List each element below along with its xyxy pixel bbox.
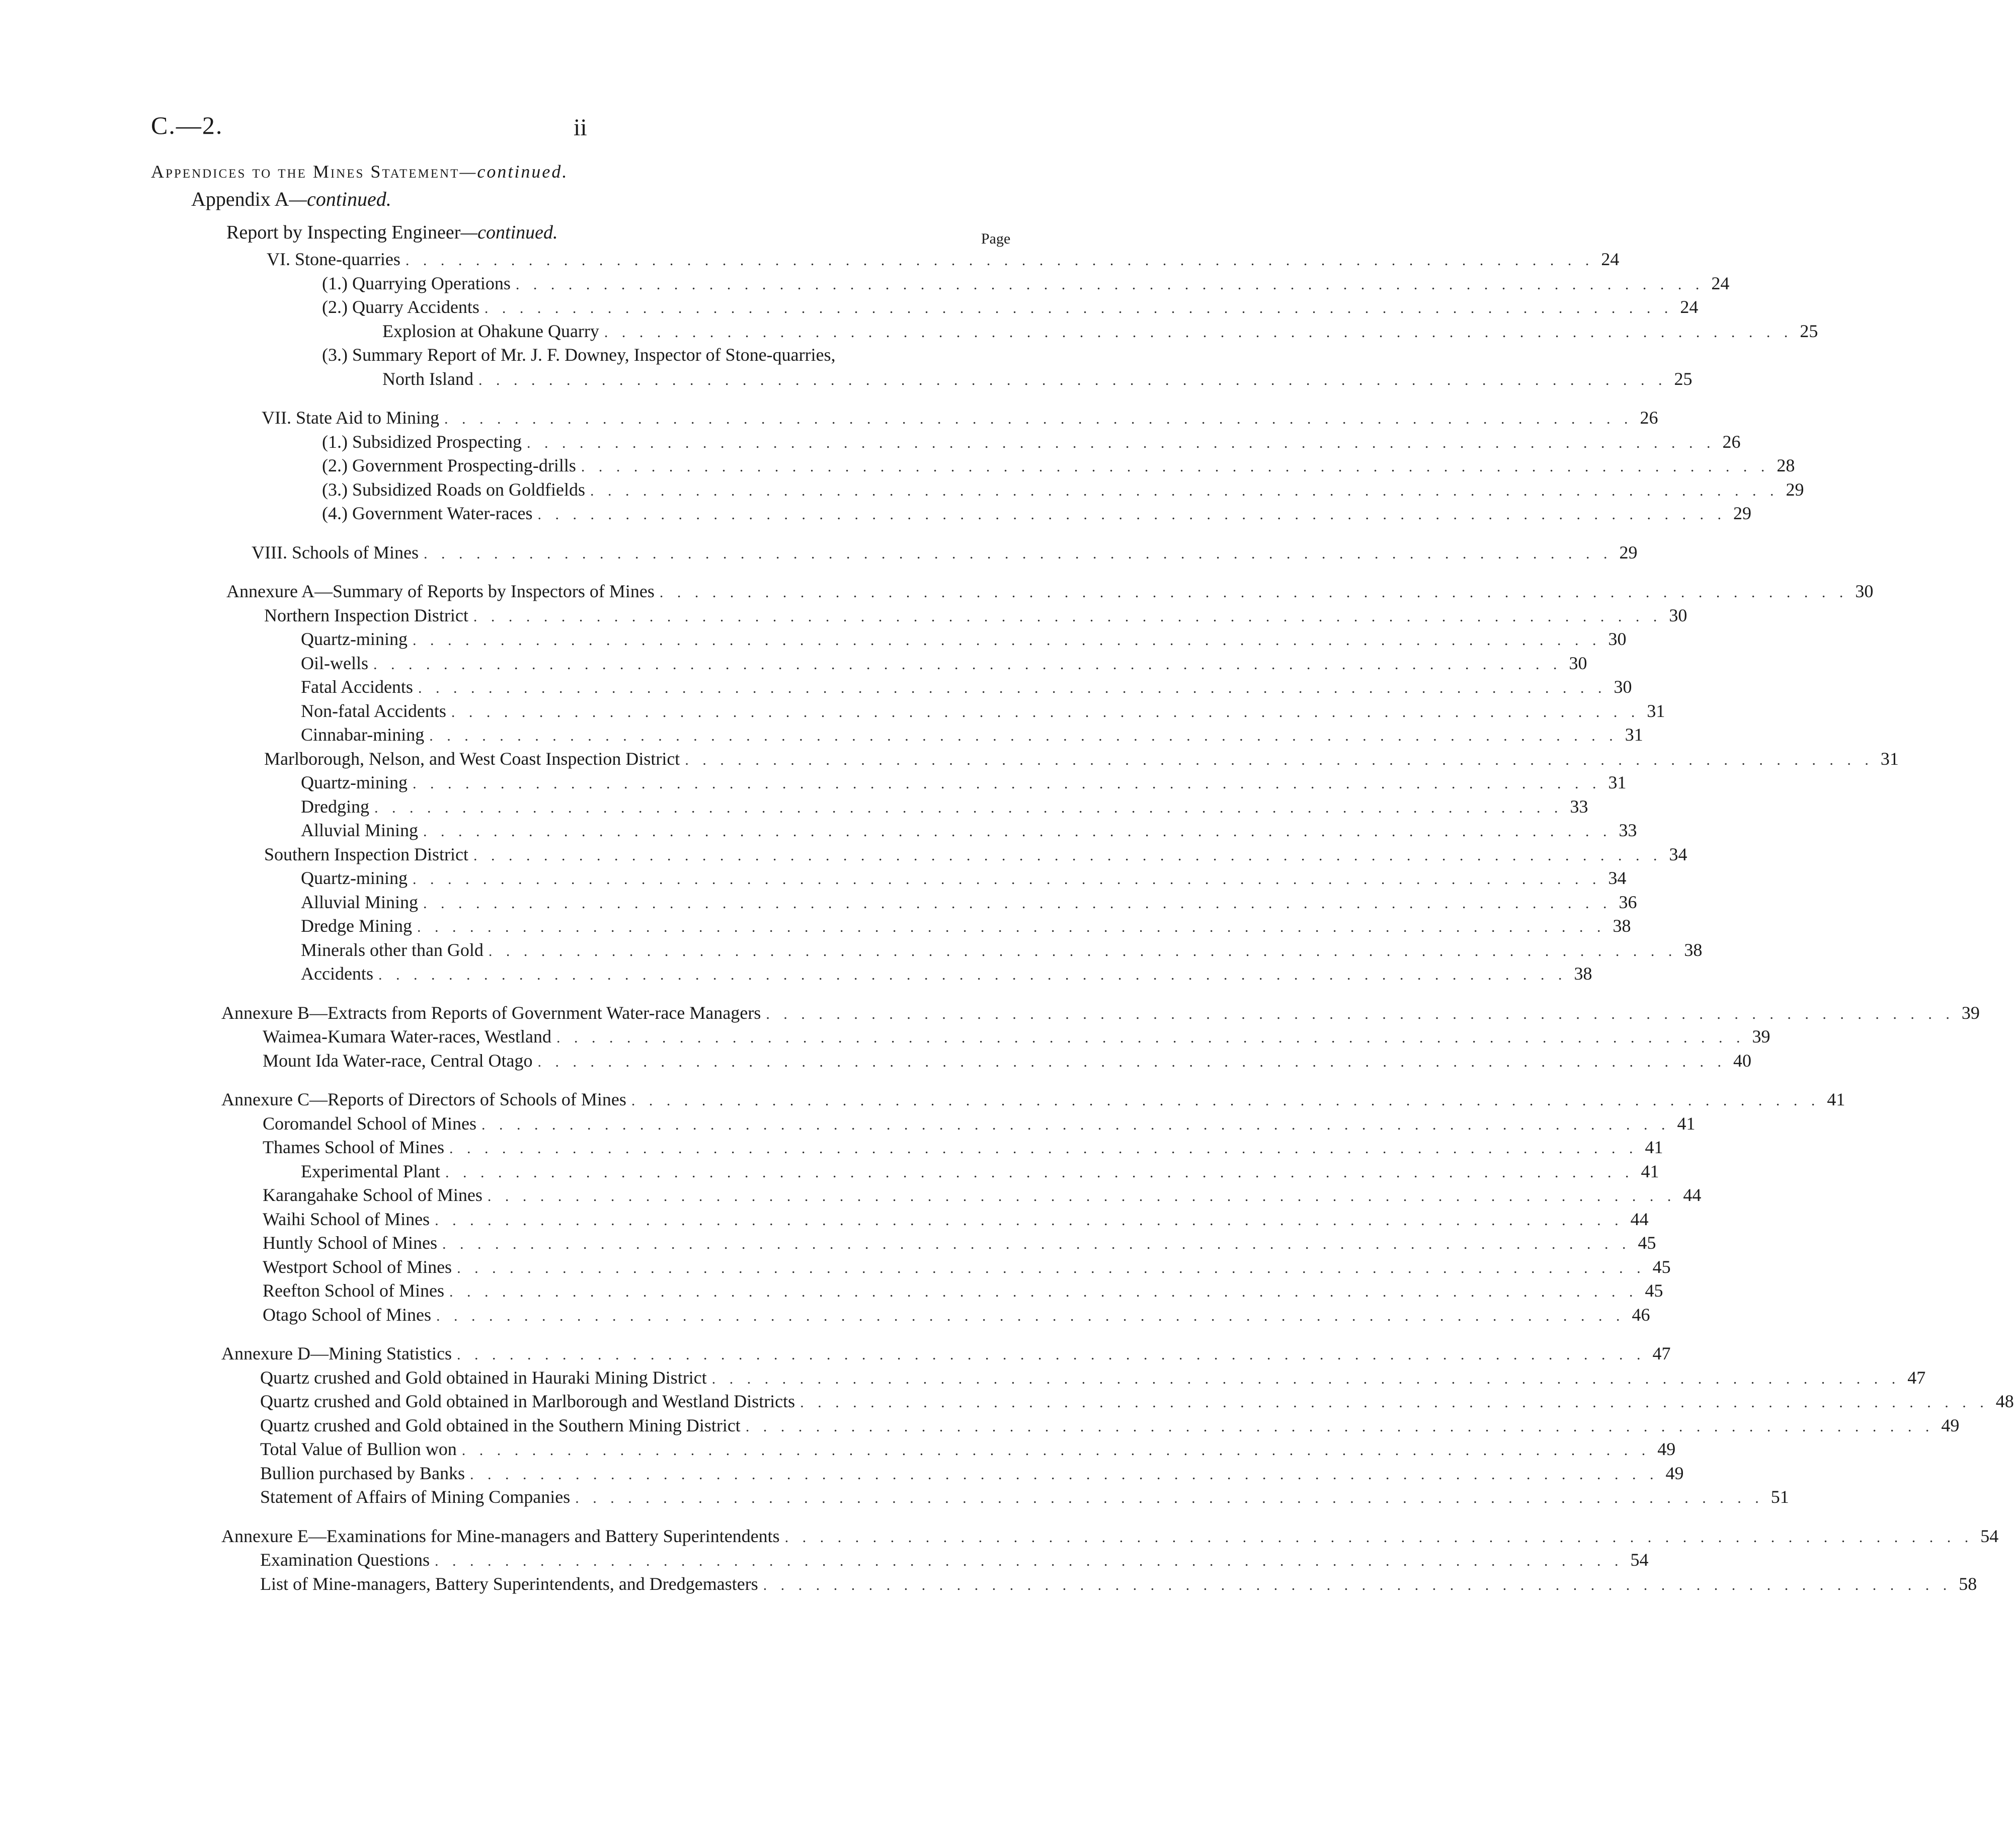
dot-leader: . . . . . . . . . . . . . . . . . . . . . . . . . . . . . . . . . . . . . . . . . . . . . . . . . . . . . . . . . . . . . . . . . . . . bbox=[449, 1140, 1638, 1157]
toc-entry-label: List of Mine-managers, Battery Superintendents, and Dredgemasters bbox=[260, 1573, 758, 1594]
toc-entry-page: 47 bbox=[1907, 1367, 1926, 1388]
toc-entry-page: 58 bbox=[1959, 1573, 1977, 1594]
toc-entry bbox=[0, 1255, 1671, 1279]
toc-entry-page: 39 bbox=[1752, 1026, 1770, 1047]
toc-entry bbox=[0, 1208, 1649, 1232]
toc-entry bbox=[0, 1136, 1663, 1160]
toc-entry-label: Explosion at Ohakune Quarry bbox=[382, 320, 599, 341]
toc-entry-page: 30 bbox=[1608, 629, 1627, 649]
dot-leader: . . . . . . . . . . . . . . . . . . . . . . . . . . . . . . . . . . . . . . . . . . . . . . . . . . . . . . . . . . . . . . . . . . . . bbox=[526, 434, 1716, 451]
toc-entry-page: 29 bbox=[1733, 503, 1752, 523]
toc-entry-page: 30 bbox=[1569, 653, 1587, 673]
toc-entry bbox=[0, 1414, 1960, 1438]
toc-entry-label: Statement of Affairs of Mining Companies bbox=[260, 1487, 571, 1507]
toc-entry bbox=[0, 962, 1592, 986]
toc-entry-page: 44 bbox=[1630, 1209, 1649, 1229]
toc-entry bbox=[0, 502, 1752, 526]
toc-entry bbox=[0, 1160, 1659, 1184]
toc-entry-label: Waihi School of Mines bbox=[263, 1209, 430, 1229]
toc-entry bbox=[0, 1366, 1926, 1390]
toc-entry-page: 38 bbox=[1574, 963, 1592, 984]
toc-entry-label: Huntly School of Mines bbox=[263, 1233, 437, 1253]
toc-entry-page: 24 bbox=[1711, 273, 1730, 293]
toc-entry-page: 29 bbox=[1619, 542, 1638, 563]
toc-entry-page: 54 bbox=[1630, 1550, 1649, 1570]
toc-entry bbox=[0, 891, 1637, 915]
dot-leader: . . . . . . . . . . . . . . . . . . . . . . . . . . . . . . . . . . . . . . . . . . . . . . . . . . . . . . . . . . . . . . . . . . . . bbox=[659, 584, 1848, 601]
toc-entry-page: 29 bbox=[1786, 479, 1804, 500]
toc-entry-page: 49 bbox=[1657, 1439, 1676, 1459]
section-gap bbox=[0, 526, 1165, 541]
dot-leader: . . . . . . . . . . . . . . . . . . . . . . . . . . . . . . . . . . . . . . . . . . . . . . . . . . . . . . . . . . . . . . . . . . . . bbox=[444, 411, 1633, 427]
toc-entry-label: Marlborough, Nelson, and West Coast Inspection District bbox=[264, 748, 680, 769]
toc-entry-label: Coromandel School of Mines bbox=[263, 1113, 476, 1134]
toc-entry-label: VII. State Aid to Mining bbox=[262, 408, 439, 428]
dot-leader: . . . . . . . . . . . . . . . . . . . . . . . . . . . . . . . . . . . . . . . . . . . . . . . . . . . . . . . . . . . . . . . . . . . . bbox=[745, 1418, 1935, 1435]
toc-entry bbox=[0, 430, 1741, 454]
toc-entry bbox=[0, 1462, 1684, 1486]
toc-entry bbox=[0, 478, 1804, 502]
dot-leader: . . . . . . . . . . . . . . . . . . . . . . . . . . . . . . . . . . . . . . . . . . . . . . . . . . . . . . . . . . . . . . . . . . . . bbox=[423, 895, 1612, 912]
toc-entry bbox=[0, 541, 1638, 565]
toc-entry bbox=[0, 819, 1637, 843]
toc-entry-page: 40 bbox=[1733, 1050, 1752, 1071]
toc-entry-label: Examination Questions bbox=[260, 1550, 430, 1570]
toc-entry-page: 45 bbox=[1645, 1280, 1663, 1301]
toc-entry-label: VIII. Schools of Mines bbox=[252, 542, 419, 563]
toc-entry-label: Westport School of Mines bbox=[263, 1256, 452, 1277]
toc-entry-label: Non-fatal Accidents bbox=[301, 700, 446, 721]
toc-entry-page: 49 bbox=[1665, 1463, 1684, 1483]
dot-leader: . . . . . . . . . . . . . . . . . . . . . . . . . . . . . . . . . . . . . . . . . . . . . . . . . . . . . . . . . . . . . . . . . . . . bbox=[487, 1188, 1676, 1204]
toc-entry-page: 48 bbox=[1995, 1391, 2014, 1411]
toc-entry-page: 31 bbox=[1608, 772, 1627, 792]
dot-leader: . . . . . . . . . . . . . . . . . . . . . . . . . . . . . . . . . . . . . . . . . . . . . . . . . . . . . . . . . . . . . . . . . . . . bbox=[575, 1490, 1764, 1506]
toc-entry bbox=[0, 1049, 1752, 1073]
dot-leader: . . . . . . . . . . . . . . . . . . . . . . . . . . . . . . . . . . . . . . . . . . . . . . . . . . . . . . . . . . . . . . . . . . . . bbox=[484, 300, 1673, 316]
toc-entry bbox=[0, 747, 1899, 771]
toc-entry-page: 31 bbox=[1647, 700, 1665, 721]
toc-entry bbox=[0, 272, 1730, 296]
toc-entry-page: 24 bbox=[1680, 297, 1699, 317]
dot-leader: . . . . . . . . . . . . . . . . . . . . . . . . . . . . . . . . . . . . . . . . . . . . . . . . . . . . . . . . . . . . . . . . . . . . bbox=[442, 1236, 1631, 1252]
dot-leader: . . . . . . . . . . . . . . . . . . . . . . . . . . . . . . . . . . . . . . . . . . . . . . . . . . . . . . . . . . . . . . . . . . . . bbox=[537, 1053, 1727, 1070]
toc-entry-label: Waimea-Kumara Water-races, Westland bbox=[263, 1026, 551, 1047]
toc-entry-page: 34 bbox=[1608, 868, 1627, 888]
dot-leader: . . . . . . . . . . . . . . . . . . . . . . . . . . . . . . . . . . . . . . . . . . . . . . . . . . . . . . . . . . . . . . . . . . . . bbox=[581, 458, 1770, 475]
toc-entry bbox=[0, 295, 1699, 319]
section-gap bbox=[0, 1327, 1165, 1342]
toc-entry-label: Quartz-mining bbox=[301, 772, 408, 792]
toc-entry-page: 47 bbox=[1652, 1343, 1671, 1363]
toc-entry bbox=[0, 938, 1703, 962]
dot-leader: . . . . . . . . . . . . . . . . . . . . . . . . . . . . . . . . . . . . . . . . . . . . . . . . . . . . . . . . . . . . . . . . . . . . bbox=[445, 1164, 1634, 1181]
toc-entry-label-continued: North Island bbox=[382, 368, 473, 389]
dot-leader: . . . . . . . . . . . . . . . . . . . . . . . . . . . . . . . . . . . . . . . . . . . . . . . . . . . . . . . . . . . . . . . . . . . . bbox=[412, 775, 1601, 792]
dot-leader: . . . . . . . . . . . . . . . . . . . . . . . . . . . . . . . . . . . . . . . . . . . . . . . . . . . . . . . . . . . . . . . . . . . . bbox=[556, 1029, 1745, 1046]
page-column-label: Page bbox=[981, 230, 1011, 247]
toc-entry bbox=[0, 1524, 1999, 1549]
toc-entry bbox=[0, 1088, 1845, 1112]
toc-entry bbox=[0, 795, 1588, 819]
dot-leader: . . . . . . . . . . . . . . . . . . . . . . . . . . . . . . . . . . . . . . . . . . . . . . . . . . . . . . . . . . . . . . . . . . . . bbox=[473, 847, 1662, 864]
toc-entry-label: Thames School of Mines bbox=[263, 1137, 444, 1157]
toc-entry bbox=[0, 723, 1643, 747]
toc-entry-page: 41 bbox=[1677, 1113, 1696, 1134]
dot-leader: . . . . . . . . . . . . . . . . . . . . . . . . . . . . . . . . . . . . . . . . . . . . . . . . . . . . . . . . . . . . . . . . . . . . bbox=[481, 1116, 1670, 1133]
toc-entry bbox=[0, 1303, 1650, 1327]
section-gap bbox=[0, 986, 1165, 1001]
toc-entry-label: Total Value of Bullion won bbox=[260, 1439, 457, 1459]
toc-entry-label: Quartz crushed and Gold obtained in Marlborough and Westland Districts bbox=[260, 1391, 795, 1411]
dot-leader: . . . . . . . . . . . . . . . . . . . . . . . . . . . . . . . . . . . . . . . . . . . . . . . . . . . . . . . . . . . . . . . . . . . . bbox=[456, 1346, 1646, 1363]
dot-leader: . . . . . . . . . . . . . . . . . . . . . . . . . . . . . . . . . . . . . . . . . . . . . . . . . . . . . . . . . . . . . . . . . . . . bbox=[604, 324, 1793, 341]
dot-leader: . . . . . . . . . . . . . . . . . . . . . . . . . . . . . . . . . . . . . . . . . . . . . . . . . . . . . . . . . . . . . . . . . . . . bbox=[418, 680, 1607, 696]
document-reference: C.—2. bbox=[151, 111, 223, 139]
dot-leader: . . . . . . . . . . . . . . . . . . . . . . . . . . . . . . . . . . . . . . . . . . . . . . . . . . . . . . . . . . . . . . . . . . . . bbox=[590, 482, 1779, 499]
toc-entry-page: 54 bbox=[1980, 1525, 1999, 1546]
toc-entry-page: 34 bbox=[1669, 844, 1687, 864]
toc-entry bbox=[0, 1231, 1656, 1255]
toc-entry bbox=[0, 1279, 1663, 1303]
toc-entry bbox=[0, 1342, 1671, 1366]
dot-leader: . . . . . . . . . . . . . . . . . . . . . . . . . . . . . . . . . . . . . . . . . . . . . . . . . . . . . . . . . . . . . . . . . . . . bbox=[423, 823, 1612, 840]
dot-leader: . . . . . . . . . . . . . . . . . . . . . . . . . . . . . . . . . . . . . . . . . . . . . . . . . . . . . . . . . . . . . . . . . . . . bbox=[685, 751, 1874, 768]
toc-entry-page: 46 bbox=[1632, 1304, 1650, 1325]
dot-leader: . . . . . . . . . . . . . . . . . . . . . . . . . . . . . . . . . . . . . . . . . . . . . . . . . . . . . . . . . . . . . . . . . . . . bbox=[412, 871, 1601, 888]
dot-leader: . . . . . . . . . . . . . . . . . . . . . . . . . . . . . . . . . . . . . . . . . . . . . . . . . . . . . . . . . . . . . . . . . . . . bbox=[537, 506, 1727, 523]
toc-entry-label: (3.) Subsidized Roads on Goldfields bbox=[322, 479, 585, 500]
toc-entry bbox=[0, 1001, 1980, 1025]
section-gap bbox=[0, 391, 1165, 406]
toc-entry-page: 38 bbox=[1684, 939, 1703, 960]
toc-entry-page: 45 bbox=[1652, 1256, 1671, 1277]
toc-entry bbox=[0, 675, 1632, 699]
toc-entry-page: 26 bbox=[1640, 408, 1658, 428]
toc-entry-label: Alluvial Mining bbox=[301, 892, 418, 912]
toc-entry-label: Alluvial Mining bbox=[301, 820, 418, 840]
toc-entry bbox=[0, 914, 1631, 938]
dot-leader: . . . . . . . . . . . . . . . . . . . . . . . . . . . . . . . . . . . . . . . . . . . . . . . . . . . . . . . . . . . . . . . . . . . . bbox=[478, 371, 1667, 388]
dot-leader: . . . . . . . . . . . . . . . . . . . . . . . . . . . . . . . . . . . . . . . . . . . . . . . . . . . . . . . . . . . . . . . . . . . . bbox=[763, 1576, 1952, 1593]
toc-entry bbox=[0, 248, 1620, 272]
appendix-heading: Appendix A—continued. bbox=[191, 188, 391, 210]
toc-entry-label: (3.) Summary Report of Mr. J. F. Downey, Inspector of Stone-quarries, bbox=[322, 345, 836, 365]
dot-leader: . . . . . . . . . . . . . . . . . . . . . . . . . . . . . . . . . . . . . . . . . . . . . . . . . . . . . . . . . . . . . . . . . . . . bbox=[378, 967, 1567, 983]
toc-entry-label: Experimental Plant bbox=[301, 1161, 440, 1181]
toc-entry-label: Karangahake School of Mines bbox=[263, 1185, 482, 1205]
toc-entry-label: Fatal Accidents bbox=[301, 677, 413, 697]
toc-entry-label: (4.) Government Water-races bbox=[322, 503, 533, 523]
toc-entry-page: 25 bbox=[1800, 320, 1818, 341]
toc-entry bbox=[0, 454, 1795, 478]
toc-entry-label: Southern Inspection District bbox=[264, 844, 468, 864]
dot-leader: . . . . . . . . . . . . . . . . . . . . . . . . . . . . . . . . . . . . . . . . . . . . . . . . . . . . . . . . . . . . . . . . . . . . bbox=[784, 1529, 1974, 1546]
toc-entry-label: Annexure B—Extracts from Reports of Government Water-race Managers bbox=[221, 1002, 761, 1023]
toc-entry bbox=[0, 319, 1818, 344]
toc-entry-page: 30 bbox=[1669, 605, 1687, 625]
dot-leader: . . . . . . . . . . . . . . . . . . . . . . . . . . . . . . . . . . . . . . . . . . . . . . . . . . . . . . . . . . . . . . . . . . . . bbox=[488, 942, 1677, 959]
toc-entry-page: 33 bbox=[1619, 820, 1637, 840]
toc-entry-label: Annexure E—Examinations for Mine-managers and Battery Superintendents bbox=[221, 1525, 780, 1546]
toc-entry bbox=[0, 1112, 1696, 1136]
section-heading: Appendices to the Mines Statement—continued. bbox=[151, 162, 569, 182]
toc-entry-page: 45 bbox=[1638, 1233, 1656, 1253]
toc-entry-label: Quartz-mining bbox=[301, 629, 408, 649]
dot-leader: . . . . . . . . . . . . . . . . . . . . . . . . . . . . . . . . . . . . . . . . . . . . . . . . . . . . . . . . . . . . . . . . . . . . bbox=[800, 1394, 1989, 1411]
toc-entry bbox=[0, 1572, 1977, 1596]
dot-leader: . . . . . . . . . . . . . . . . . . . . . . . . . . . . . . . . . . . . . . . . . . . . . . . . . . . . . . . . . . . . . . . . . . . . bbox=[405, 252, 1594, 269]
toc-entry-page: 41 bbox=[1641, 1161, 1659, 1181]
dot-leader: . . . . . . . . . . . . . . . . . . . . . . . . . . . . . . . . . . . . . . . . . . . . . . . . . . . . . . . . . . . . . . . . . . . . bbox=[451, 703, 1640, 720]
dot-leader: . . . . . . . . . . . . . . . . . . . . . . . . . . . . . . . . . . . . . . . . . . . . . . . . . . . . . . . . . . . . . . . . . . . . bbox=[631, 1092, 1820, 1109]
dot-leader: . . . . . . . . . . . . . . . . . . . . . . . . . . . . . . . . . . . . . . . . . . . . . . . . . . . . . . . . . . . . . . . . . . . . bbox=[515, 276, 1705, 293]
toc-entry-page: 30 bbox=[1614, 677, 1632, 697]
toc-entry bbox=[0, 1485, 1789, 1509]
toc-entry-page: 44 bbox=[1683, 1185, 1702, 1205]
toc-entry-label: Quartz crushed and Gold obtained in Hauraki Mining District bbox=[260, 1367, 707, 1388]
dot-leader: . . . . . . . . . . . . . . . . . . . . . . . . . . . . . . . . . . . . . . . . . . . . . . . . . . . . . . . . . . . . . . . . . . . . bbox=[436, 1307, 1625, 1324]
toc-entry-label: Dredge Mining bbox=[301, 916, 412, 936]
dot-leader: . . . . . . . . . . . . . . . . . . . . . . . . . . . . . . . . . . . . . . . . . . . . . . . . . . . . . . . . . . . . . . . . . . . . bbox=[473, 608, 1662, 625]
toc-entry-page: 38 bbox=[1613, 916, 1631, 936]
dot-leader: . . . . . . . . . . . . . . . . . . . . . . . . . . . . . . . . . . . . . . . . . . . . . . . . . . . . . . . . . . . . . . . . . . . . bbox=[374, 799, 1563, 816]
toc-entry-page: 49 bbox=[1941, 1415, 1960, 1435]
dot-leader: . . . . . . . . . . . . . . . . . . . . . . . . . . . . . . . . . . . . . . . . . . . . . . . . . . . . . . . . . . . . . . . . . . . . bbox=[412, 632, 1601, 649]
dot-leader: . . . . . . . . . . . . . . . . . . . . . . . . . . . . . . . . . . . . . . . . . . . . . . . . . . . . . . . . . . . . . . . . . . . . bbox=[469, 1466, 1659, 1483]
dot-leader: . . . . . . . . . . . . . . . . . . . . . . . . . . . . . . . . . . . . . . . . . . . . . . . . . . . . . . . . . . . . . . . . . . . . bbox=[457, 1259, 1646, 1276]
toc-entry-page: 33 bbox=[1570, 796, 1588, 817]
section-gap bbox=[0, 565, 1165, 580]
toc-entry bbox=[0, 771, 1627, 795]
toc-entry-page: 31 bbox=[1625, 725, 1643, 745]
dot-leader: . . . . . . . . . . . . . . . . . . . . . . . . . . . . . . . . . . . . . . . . . . . . . . . . . . . . . . . . . . . . . . . . . . . . bbox=[373, 656, 1562, 673]
toc-entry-label: Minerals other than Gold bbox=[301, 939, 484, 960]
toc-entry-label: Annexure A—Summary of Reports by Inspectors of Mines bbox=[226, 581, 655, 601]
toc-entry-page: 31 bbox=[1880, 748, 1899, 769]
toc-entry-label: Reefton School of Mines bbox=[263, 1280, 444, 1301]
dot-leader: . . . . . . . . . . . . . . . . . . . . . . . . . . . . . . . . . . . . . . . . . . . . . . . . . . . . . . . . . . . . . . . . . . . . bbox=[449, 1283, 1638, 1300]
toc-entry-label: (2.) Quarry Accidents bbox=[322, 297, 479, 317]
page-number: ii bbox=[574, 114, 587, 141]
report-heading: Report by Inspecting Engineer—continued. bbox=[226, 222, 558, 243]
toc-entry-label: VI. Stone-quarries bbox=[267, 249, 400, 269]
toc-entry bbox=[0, 627, 1627, 652]
table-of-contents bbox=[0, 248, 2014, 1596]
toc-entry-page: 51 bbox=[1770, 1487, 1789, 1507]
dot-leader: . . . . . . . . . . . . . . . . . . . . . . . . . . . . . . . . . . . . . . . . . . . . . . . . . . . . . . . . . . . . . . . . . . . . bbox=[434, 1553, 1624, 1569]
toc-entry-label: Quartz crushed and Gold obtained in the Southern Mining District bbox=[260, 1415, 741, 1435]
toc-entry bbox=[0, 343, 1693, 391]
toc-entry-label: Northern Inspection District bbox=[264, 605, 468, 625]
toc-entry-page: 41 bbox=[1645, 1137, 1663, 1157]
toc-entry-page: 41 bbox=[1827, 1089, 1845, 1109]
toc-entry-page: 25 bbox=[1674, 368, 1693, 389]
toc-entry-label: Annexure C—Reports of Directors of Schools of Mines bbox=[221, 1089, 626, 1109]
toc-entry bbox=[0, 1183, 1702, 1208]
toc-entry-label: Oil-wells bbox=[301, 653, 368, 673]
toc-entry-label: Otago School of Mines bbox=[263, 1304, 431, 1325]
toc-entry bbox=[0, 652, 1587, 676]
toc-entry-label: Quartz-mining bbox=[301, 868, 408, 888]
dot-leader: . . . . . . . . . . . . . . . . . . . . . . . . . . . . . . . . . . . . . . . . . . . . . . . . . . . . . . . . . . . . . . . . . . . . bbox=[461, 1442, 1651, 1459]
dot-leader: . . . . . . . . . . . . . . . . . . . . . . . . . . . . . . . . . . . . . . . . . . . . . . . . . . . . . . . . . . . . . . . . . . . . bbox=[711, 1370, 1901, 1387]
toc-entry bbox=[0, 699, 1665, 724]
toc-entry bbox=[0, 1025, 1770, 1049]
dot-leader: . . . . . . . . . . . . . . . . . . . . . . . . . . . . . . . . . . . . . . . . . . . . . . . . . . . . . . . . . . . . . . . . . . . . bbox=[423, 545, 1613, 562]
toc-entry-page: 39 bbox=[1961, 1002, 1980, 1023]
toc-entry-label: Mount Ida Water-race, Central Otago bbox=[263, 1050, 533, 1071]
toc-entry-label: (1.) Subsidized Prospecting bbox=[322, 431, 522, 452]
dot-leader: . . . . . . . . . . . . . . . . . . . . . . . . . . . . . . . . . . . . . . . . . . . . . . . . . . . . . . . . . . . . . . . . . . . . bbox=[435, 1212, 1624, 1229]
toc-entry bbox=[0, 580, 1874, 604]
dot-leader: . . . . . . . . . . . . . . . . . . . . . . . . . . . . . . . . . . . . . . . . . . . . . . . . . . . . . . . . . . . . . . . . . . . . bbox=[429, 728, 1618, 744]
toc-entry bbox=[0, 1437, 1676, 1462]
toc-entry-label: (2.) Government Prospecting-drills bbox=[322, 455, 576, 475]
toc-entry-continuation bbox=[322, 367, 1693, 392]
toc-entry bbox=[0, 604, 1687, 628]
toc-entry bbox=[0, 1390, 2014, 1414]
toc-entry bbox=[0, 866, 1627, 891]
toc-entry-label: (1.) Quarrying Operations bbox=[322, 273, 511, 293]
toc-entry-label: Annexure D—Mining Statistics bbox=[221, 1343, 452, 1363]
toc-entry bbox=[0, 406, 1658, 430]
toc-entry bbox=[0, 843, 1687, 867]
toc-entry-page: 36 bbox=[1619, 892, 1637, 912]
section-gap bbox=[0, 1509, 1165, 1524]
section-gap bbox=[0, 1073, 1165, 1088]
toc-entry-label: Accidents bbox=[301, 963, 373, 984]
dot-leader: . . . . . . . . . . . . . . . . . . . . . . . . . . . . . . . . . . . . . . . . . . . . . . . . . . . . . . . . . . . . . . . . . . . . bbox=[417, 919, 1606, 935]
toc-entry-page: 30 bbox=[1855, 581, 1874, 601]
toc-entry-label: Dredging bbox=[301, 796, 369, 817]
toc-entry-label: Bullion purchased by Banks bbox=[260, 1463, 465, 1483]
dot-leader: . . . . . . . . . . . . . . . . . . . . . . . . . . . . . . . . . . . . . . . . . . . . . . . . . . . . . . . . . . . . . . . . . . . . bbox=[766, 1005, 1955, 1022]
toc-entry-label: Cinnabar-mining bbox=[301, 725, 425, 745]
toc-entry-page: 28 bbox=[1777, 455, 1795, 475]
toc-entry bbox=[0, 1548, 1649, 1572]
toc-entry-page: 26 bbox=[1722, 431, 1741, 452]
toc-entry-page: 24 bbox=[1601, 249, 1620, 269]
